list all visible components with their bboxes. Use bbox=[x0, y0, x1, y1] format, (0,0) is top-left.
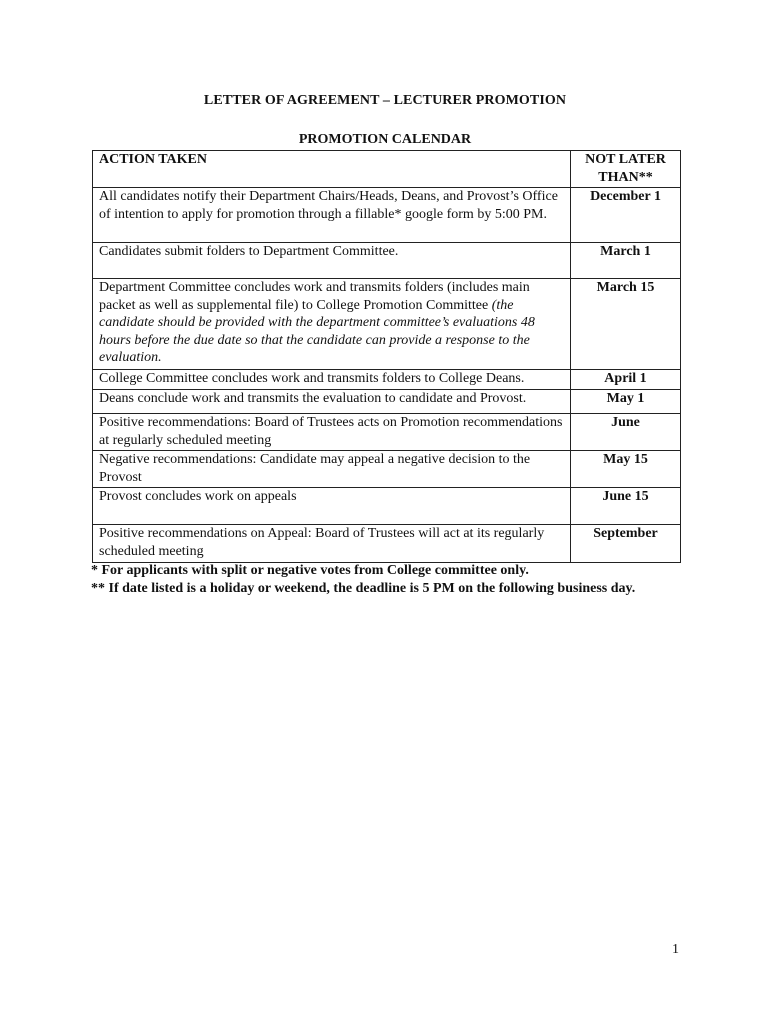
date-cell: June bbox=[571, 414, 681, 451]
action-note-italic: (the candidate should be provided with the department committee’s evaluations 48 hours before the due date so that the candidate can provide a response to the evaluation. bbox=[99, 297, 535, 365]
date-cell: September bbox=[571, 525, 681, 563]
action-cell: Positive recommendations on Appeal: Board of Trustees will act at its regularly scheduled meeting bbox=[93, 525, 571, 563]
date-cell: April 1 bbox=[571, 370, 681, 390]
table-row bbox=[93, 451, 681, 488]
action-cell: Provost concludes work on appeals bbox=[93, 488, 571, 525]
date-cell: June 15 bbox=[571, 488, 681, 525]
header-not-later-than: NOT LATER THAN** bbox=[571, 151, 681, 188]
action-cell: Negative recommendations: Candidate may appeal a negative decision to the Provost bbox=[93, 451, 571, 488]
date-cell: May 1 bbox=[571, 390, 681, 414]
table-row bbox=[93, 525, 681, 563]
footnote-2: ** If date listed is a holiday or weekend, the deadline is 5 PM on the following business day. bbox=[91, 581, 636, 596]
date-cell: December 1 bbox=[571, 188, 681, 243]
promotion-calendar-table bbox=[92, 150, 681, 563]
action-cell: Candidates submit folders to Department Committee. bbox=[93, 243, 571, 279]
footnote-1: * For applicants with split or negative votes from College committee only. bbox=[91, 563, 529, 578]
table-header-row bbox=[93, 151, 681, 188]
footnotes bbox=[91, 562, 741, 598]
table-row bbox=[93, 279, 681, 370]
date-cell: March 15 bbox=[571, 279, 681, 370]
calendar-title: PROMOTION CALENDAR bbox=[298, 132, 472, 147]
table-row bbox=[93, 488, 681, 525]
action-cell bbox=[93, 279, 571, 370]
table-row bbox=[93, 390, 681, 414]
page-number: 1 bbox=[672, 942, 679, 957]
action-cell: Positive recommendations: Board of Trustees acts on Promotion recommendations at regularly scheduled meeting bbox=[93, 414, 571, 451]
date-cell: March 1 bbox=[571, 243, 681, 279]
action-cell: All candidates notify their Department Chairs/Heads, Deans, and Provost’s Office of intention to apply for promotion through a fillable* google form by 5:00 PM. bbox=[93, 188, 571, 243]
table-row bbox=[93, 188, 681, 243]
table-row bbox=[93, 414, 681, 451]
document-title: LETTER OF AGREEMENT – LECTURER PROMOTION bbox=[203, 93, 567, 108]
action-cell: College Committee concludes work and transmits folders to College Deans. bbox=[93, 370, 571, 390]
date-cell: May 15 bbox=[571, 451, 681, 488]
table-row bbox=[93, 243, 681, 279]
header-action-taken: ACTION TAKEN bbox=[93, 151, 571, 188]
action-cell: Deans conclude work and transmits the evaluation to candidate and Provost. bbox=[93, 390, 571, 414]
action-text: Department Committee concludes work and transmits folders (includes main packet as well as supplemental file) to College Promotion Committee bbox=[99, 280, 530, 313]
table-row bbox=[93, 370, 681, 390]
